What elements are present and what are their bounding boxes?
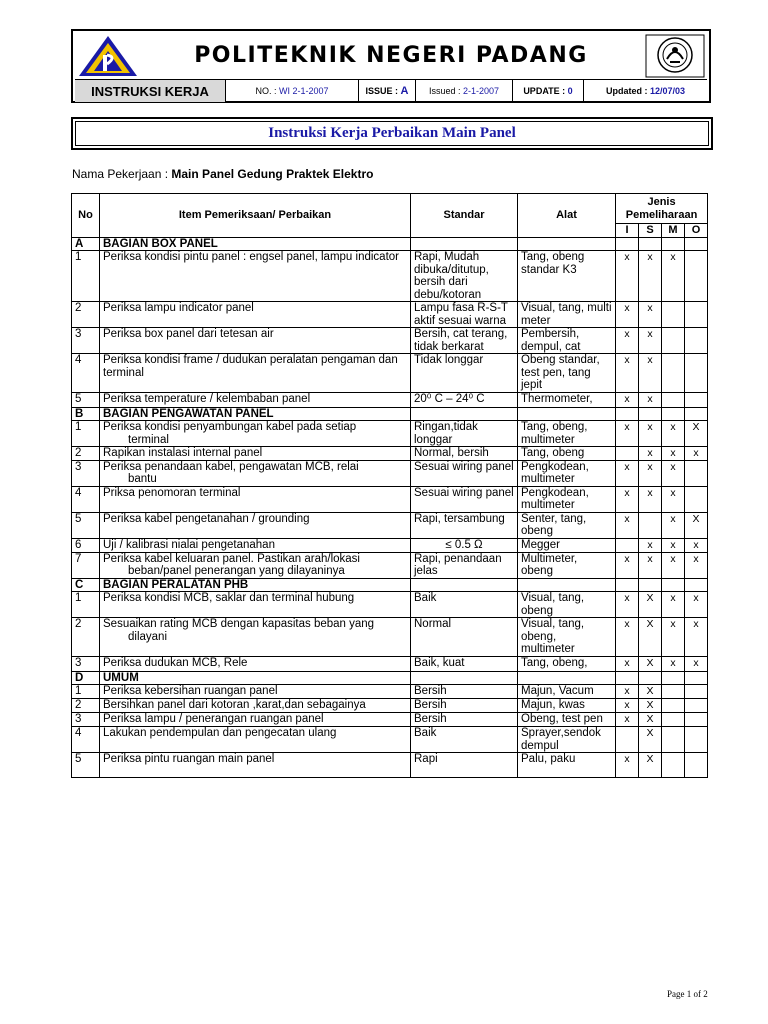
row-item-continuation: dilayani <box>128 630 167 643</box>
row-alat: Megger <box>518 538 616 552</box>
row-item-text: Periksa kabel keluaran panel. Pastikan arah/lokasi <box>103 552 360 565</box>
section-empty-cell <box>639 407 662 421</box>
section-empty-cell <box>616 671 639 685</box>
row-item-continuation: bantu <box>128 473 157 485</box>
mark-o: x <box>685 618 708 657</box>
row-item <box>100 685 411 699</box>
row-number: 4 <box>72 727 100 753</box>
mark-m <box>662 328 685 354</box>
row-item-text: Lakukan pendempulan dan pengecatan ulang <box>103 727 337 739</box>
mark-m: x <box>662 421 685 447</box>
mark-o: x <box>685 552 708 578</box>
table-row <box>72 328 708 354</box>
mark-m <box>662 354 685 393</box>
document-control-row <box>75 79 707 103</box>
row-standar: Normal <box>411 618 518 657</box>
section-empty-cell <box>685 407 708 421</box>
row-alat: Visual, tang, obeng <box>518 592 616 618</box>
table-row <box>72 251 708 302</box>
mark-i: x <box>616 699 639 713</box>
mark-s: x <box>639 302 662 328</box>
table-row <box>72 592 708 618</box>
row-standar: Rapi <box>411 753 518 778</box>
col-no: No <box>72 194 100 238</box>
mark-s: x <box>639 392 662 407</box>
row-number: 2 <box>72 699 100 713</box>
row-item-text: Periksa kabel pengetanahan / grounding <box>103 512 310 525</box>
section-code: C <box>72 578 100 592</box>
mark-s: X <box>639 753 662 778</box>
mark-s <box>639 512 662 538</box>
table-row <box>72 713 708 727</box>
mark-o <box>685 699 708 713</box>
row-alat: Sprayer,sendok dempul <box>518 727 616 753</box>
mark-i <box>616 727 639 753</box>
mark-o <box>685 713 708 727</box>
table-row <box>72 447 708 461</box>
mark-i: x <box>616 753 639 778</box>
row-item-text: Periksa dudukan MCB, Rele <box>103 656 248 669</box>
mark-o: X <box>685 512 708 538</box>
section-code: A <box>72 237 100 251</box>
row-number: 5 <box>72 753 100 778</box>
mark-o: x <box>685 592 708 618</box>
row-item-text: Periksa box panel dari tetesan air <box>103 328 274 340</box>
section-name: BAGIAN PERALATAN PHB <box>100 578 411 592</box>
mark-i: x <box>616 552 639 578</box>
mark-m: x <box>662 460 685 486</box>
table-row <box>72 392 708 407</box>
mark-m: x <box>662 592 685 618</box>
mark-o <box>685 727 708 753</box>
row-standar: Tidak longgar <box>411 354 518 393</box>
row-alat: Pembersih, dempul, cat <box>518 328 616 354</box>
section-empty-cell <box>639 237 662 251</box>
updated-date: Updated : 12/07/03 <box>605 86 686 96</box>
table-row <box>72 753 708 778</box>
mark-s: x <box>639 251 662 302</box>
col-i: I <box>616 224 639 238</box>
table-row <box>72 421 708 447</box>
row-standar: Rapi, penandaan jelas <box>411 552 518 578</box>
table-row <box>72 699 708 713</box>
section-empty-cell <box>639 578 662 592</box>
section-name: UMUM <box>100 671 411 685</box>
mark-o: x <box>685 538 708 552</box>
mark-s: X <box>639 713 662 727</box>
mark-o: x <box>685 656 708 671</box>
row-item-text: Periksa lampu / penerangan ruangan panel <box>103 713 324 725</box>
row-alat: Tang, obeng standar K3 <box>518 251 616 302</box>
row-item-text: Periksa temperature / kelembaban panel <box>103 392 311 405</box>
mark-m: x <box>662 251 685 302</box>
mark-i <box>616 538 639 552</box>
mark-i: x <box>616 618 639 657</box>
row-alat: Pengkodean, multimeter <box>518 460 616 486</box>
job-name <box>72 167 373 181</box>
polytechnic-logo-icon <box>75 33 141 79</box>
row-standar: Bersih, cat terang, tidak berkarat <box>411 328 518 354</box>
table-row <box>72 618 708 657</box>
row-item-text: Rapikan instalasi internal panel <box>103 447 263 459</box>
mark-o <box>685 354 708 393</box>
section-empty-cell <box>411 578 518 592</box>
row-standar: Lampu fasa R-S-T aktif sesuai warna <box>411 302 518 328</box>
row-item <box>100 460 411 486</box>
row-item <box>100 538 411 552</box>
mark-s: x <box>639 354 662 393</box>
section-name: BAGIAN PENGAWATAN PANEL <box>100 407 411 421</box>
section-empty-cell <box>518 407 616 421</box>
mark-i: x <box>616 460 639 486</box>
mark-m <box>662 392 685 407</box>
row-number: 2 <box>72 618 100 657</box>
row-standar: Bersih <box>411 685 518 699</box>
mark-o: x <box>685 447 708 461</box>
mark-s: x <box>639 486 662 512</box>
row-alat: Tang, obeng, <box>518 656 616 671</box>
row-alat: Senter, tang, obeng <box>518 512 616 538</box>
row-item-text: Periksa lampu indicator panel <box>103 302 254 314</box>
row-item-text: Priksa penomoran terminal <box>103 486 241 499</box>
mark-i: x <box>616 251 639 302</box>
mark-m <box>662 685 685 699</box>
row-standar: ≤ 0.5 Ω <box>411 538 518 552</box>
col-item: Item Pemeriksaan/ Perbaikan <box>100 194 411 238</box>
job-name-value: Main Panel Gedung Praktek Elektro <box>171 167 374 181</box>
row-item <box>100 713 411 727</box>
mark-o <box>685 753 708 778</box>
section-empty-cell <box>616 578 639 592</box>
row-item <box>100 512 411 538</box>
row-item-text: Periksa kebersihan ruangan panel <box>103 685 278 697</box>
table-row <box>72 486 708 512</box>
row-item <box>100 656 411 671</box>
section-row <box>72 671 708 685</box>
mark-s: x <box>639 447 662 461</box>
row-number: 3 <box>72 460 100 486</box>
section-empty-cell <box>518 671 616 685</box>
row-item-text: Periksa penandaan kabel, pengawatan MCB, relai <box>103 460 359 473</box>
row-item <box>100 328 411 354</box>
mark-s: X <box>639 618 662 657</box>
row-item <box>100 618 411 657</box>
table-body <box>72 237 708 778</box>
row-standar: Baik, kuat <box>411 656 518 671</box>
issued-date: Issued : 2-1-2007 <box>416 80 513 102</box>
table-header-row <box>72 194 708 224</box>
mark-m: x <box>662 447 685 461</box>
row-item-text: Sesuaikan rating MCB dengan kapasitas beban yang <box>103 618 375 630</box>
row-item <box>100 592 411 618</box>
table-row <box>72 302 708 328</box>
mark-m <box>662 713 685 727</box>
row-standar: Bersih <box>411 699 518 713</box>
mark-o: X <box>685 421 708 447</box>
doc-type-label: INSTRUKSI KERJA <box>75 80 226 102</box>
document-header <box>71 29 711 103</box>
mark-i: x <box>616 592 639 618</box>
page-number: Page 1 of 2 <box>667 989 708 999</box>
row-alat: Obeng, test pen <box>518 713 616 727</box>
mark-i <box>616 447 639 461</box>
row-item <box>100 486 411 512</box>
mark-o <box>685 460 708 486</box>
row-item <box>100 421 411 447</box>
row-number: 3 <box>72 656 100 671</box>
mark-s: X <box>639 592 662 618</box>
col-o: O <box>685 224 708 238</box>
row-number: 3 <box>72 713 100 727</box>
section-empty-cell <box>616 237 639 251</box>
row-alat: Palu, paku <box>518 753 616 778</box>
issue-field: ISSUE : A <box>359 80 416 102</box>
mark-s: X <box>639 656 662 671</box>
mark-i: x <box>616 302 639 328</box>
row-item-text: Periksa kondisi pintu panel : engsel panel, lampu indicator <box>103 251 399 263</box>
table-row <box>72 538 708 552</box>
mark-s: x <box>639 328 662 354</box>
row-number: 1 <box>72 592 100 618</box>
mark-i: x <box>616 421 639 447</box>
row-number: 2 <box>72 302 100 328</box>
row-item <box>100 302 411 328</box>
mark-i: x <box>616 328 639 354</box>
row-standar: Baik <box>411 727 518 753</box>
mark-i: x <box>616 392 639 407</box>
mark-o <box>685 302 708 328</box>
row-item-text: Bersihkan panel dari kotoran ,karat,dan sebagainya <box>103 699 366 711</box>
row-standar: Sesuai wiring panel <box>411 486 518 512</box>
mark-o <box>685 392 708 407</box>
row-item <box>100 699 411 713</box>
mark-m: x <box>662 618 685 657</box>
row-standar: Rapi, Mudah dibuka/ditutup, bersih dari debu/kotoran <box>411 251 518 302</box>
row-standar: Sesuai wiring panel <box>411 460 518 486</box>
mark-s: X <box>639 685 662 699</box>
mark-i: x <box>616 486 639 512</box>
row-number: 1 <box>72 251 100 302</box>
update-field: UPDATE : 0 <box>513 80 584 102</box>
col-standar: Standar <box>411 194 518 238</box>
col-m: M <box>662 224 685 238</box>
section-empty-cell <box>518 578 616 592</box>
row-item <box>100 251 411 302</box>
row-item-text: Periksa kondisi penyambungan kabel pada setiap <box>103 421 357 433</box>
mark-m <box>662 699 685 713</box>
section-name: BAGIAN BOX PANEL <box>100 237 411 251</box>
mark-i: x <box>616 656 639 671</box>
row-item <box>100 447 411 461</box>
row-alat: Thermometer, <box>518 392 616 407</box>
institution-name: POLITEKNIK NEGERI PADANG <box>194 42 588 68</box>
row-item <box>100 727 411 753</box>
section-empty-cell <box>685 578 708 592</box>
mark-m: x <box>662 486 685 512</box>
row-item <box>100 552 411 578</box>
title-box <box>71 117 713 150</box>
mark-o <box>685 328 708 354</box>
mark-m: x <box>662 512 685 538</box>
mark-m: x <box>662 656 685 671</box>
section-empty-cell <box>662 237 685 251</box>
doc-number: NO. : WI 2-1-2007 <box>226 80 359 102</box>
mark-o <box>685 251 708 302</box>
row-alat: Visual, tang, obeng, multimeter <box>518 618 616 657</box>
table-row <box>72 685 708 699</box>
row-item <box>100 392 411 407</box>
col-alat: Alat <box>518 194 616 238</box>
section-row <box>72 407 708 421</box>
mark-i: x <box>616 685 639 699</box>
mark-s: x <box>639 552 662 578</box>
section-empty-cell <box>662 407 685 421</box>
national-seal-icon <box>643 33 707 79</box>
col-jenis: Jenis Pemeliharaan <box>616 194 708 224</box>
row-standar: Ringan,tidak longgar <box>411 421 518 447</box>
mark-o <box>685 685 708 699</box>
mark-s: X <box>639 699 662 713</box>
section-empty-cell <box>411 407 518 421</box>
row-standar: Rapi, tersambung <box>411 512 518 538</box>
section-code: D <box>72 671 100 685</box>
row-item-text: Periksa kondisi MCB, saklar dan terminal hubung <box>103 592 355 604</box>
row-alat: Majun, Vacum <box>518 685 616 699</box>
document-title: Instruksi Kerja Perbaikan Main Panel <box>75 121 709 146</box>
row-standar: 20⁰ C – 24⁰ C <box>411 392 518 407</box>
mark-m <box>662 302 685 328</box>
row-standar: Normal, bersih <box>411 447 518 461</box>
table-row <box>72 656 708 671</box>
mark-s: x <box>639 538 662 552</box>
section-empty-cell <box>685 671 708 685</box>
row-alat: Pengkodean, multimeter <box>518 486 616 512</box>
row-number: 5 <box>72 392 100 407</box>
table-row <box>72 552 708 578</box>
row-standar: Bersih <box>411 713 518 727</box>
mark-i: x <box>616 354 639 393</box>
row-number: 1 <box>72 421 100 447</box>
row-alat: Majun, kwas <box>518 699 616 713</box>
row-alat: Tang, obeng, multimeter <box>518 421 616 447</box>
mark-i: x <box>616 512 639 538</box>
row-number: 5 <box>72 512 100 538</box>
inspection-table <box>71 193 708 778</box>
mark-s: x <box>639 460 662 486</box>
row-item <box>100 354 411 393</box>
row-standar: Baik <box>411 592 518 618</box>
table-row <box>72 460 708 486</box>
row-number: 4 <box>72 354 100 393</box>
row-alat: Tang, obeng <box>518 447 616 461</box>
table-row <box>72 512 708 538</box>
mark-m <box>662 727 685 753</box>
section-row <box>72 237 708 251</box>
row-number: 6 <box>72 538 100 552</box>
row-item-text: Uji / kalibrasi nialai pengetanahan <box>103 538 275 551</box>
row-number: 2 <box>72 447 100 461</box>
section-code: B <box>72 407 100 421</box>
row-number: 1 <box>72 685 100 699</box>
mark-o <box>685 486 708 512</box>
section-empty-cell <box>639 671 662 685</box>
row-alat: Multimeter, obeng <box>518 552 616 578</box>
row-number: 7 <box>72 552 100 578</box>
row-item-text: Periksa pintu ruangan main panel <box>103 753 275 765</box>
row-item-continuation: terminal <box>128 433 169 446</box>
mark-s: X <box>639 727 662 753</box>
row-number: 4 <box>72 486 100 512</box>
section-empty-cell <box>616 407 639 421</box>
mark-s: x <box>639 421 662 447</box>
row-alat: Visual, tang, multi meter <box>518 302 616 328</box>
section-empty-cell <box>411 671 518 685</box>
row-number: 3 <box>72 328 100 354</box>
mark-m <box>662 753 685 778</box>
table-row <box>72 727 708 753</box>
mark-i: x <box>616 713 639 727</box>
mark-m: x <box>662 552 685 578</box>
section-empty-cell <box>685 237 708 251</box>
job-name-label: Nama Pekerjaan : <box>72 167 169 181</box>
row-item-continuation: beban/panel penerangan yang dilayaninya <box>128 565 345 577</box>
section-empty-cell <box>662 578 685 592</box>
section-row <box>72 578 708 592</box>
col-s: S <box>639 224 662 238</box>
section-empty-cell <box>518 237 616 251</box>
table-row <box>72 354 708 393</box>
row-item <box>100 753 411 778</box>
section-empty-cell <box>411 237 518 251</box>
section-empty-cell <box>662 671 685 685</box>
mark-m: x <box>662 538 685 552</box>
row-item-text: Periksa kondisi frame / dudukan peralatan pengaman dan terminal <box>103 354 398 379</box>
row-alat: Obeng standar, test pen, tang jepit <box>518 354 616 393</box>
